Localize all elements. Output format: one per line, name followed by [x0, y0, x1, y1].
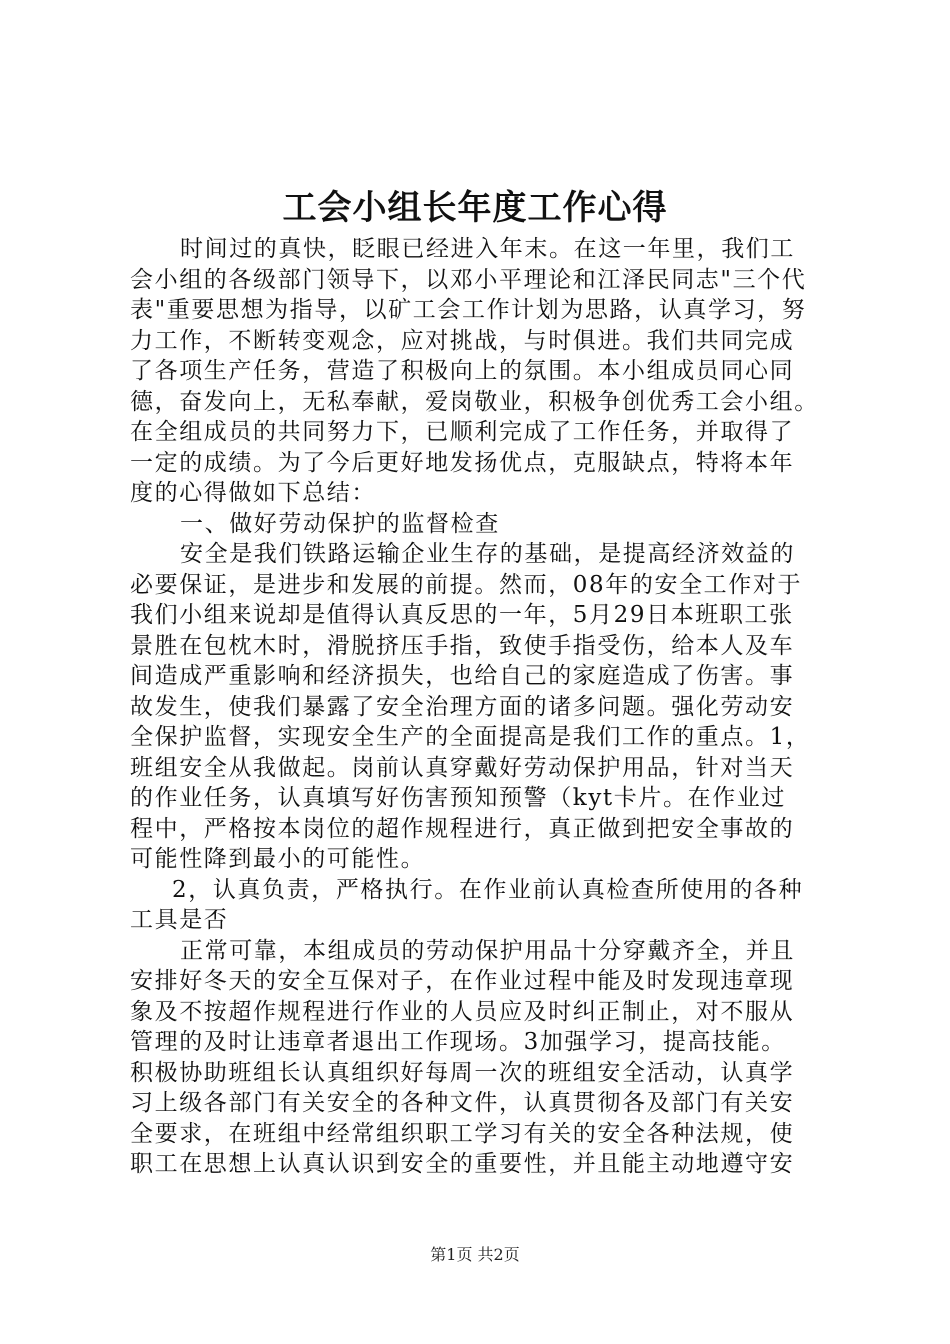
- paragraph-line: 工具是否: [130, 907, 229, 933]
- page-footer: 第1页 共2页: [430, 1245, 520, 1264]
- paragraph-line: 2，认真负责，严格执行。在作业前认真检查所使用的各种: [172, 876, 804, 903]
- paragraph-line: 度的心得做如下总结：: [130, 480, 376, 506]
- paragraph-line: 习上级各部门有关安全的各种文件，认真贯彻各及部门有关安: [130, 1090, 795, 1116]
- paragraph-line: 了各项生产任务，营造了积极向上的氛围。本小组成员同心同: [130, 358, 795, 384]
- paragraph-line: 故发生，使我们暴露了安全治理方面的诸多问题。强化劳动安: [130, 693, 795, 720]
- paragraph-line: 必要保证，是进步和发展的前提。然而，08年的安全工作对于: [130, 571, 803, 598]
- paragraph-line: 积极协助班组长认真组织好每周一次的班组安全活动，认真学: [130, 1059, 795, 1086]
- paragraph-line: 全要求，在班组中经常组织职工学习有关的安全各种法规，使: [130, 1120, 795, 1147]
- paragraph-line: 会小组的各级部门领导下，以邓小平理论和江泽民同志"三个代: [130, 266, 807, 293]
- paragraph-line: 正常可靠，本组成员的劳动保护用品十分穿戴齐全，并且: [180, 937, 795, 964]
- paragraph-line: 职工在思想上认真认识到安全的重要性，并且能主动地遵守安: [130, 1151, 795, 1177]
- paragraph-line: 安排好冬天的安全互保对子，在作业过程中能及时发现违章现: [130, 968, 795, 994]
- paragraph-line: 间造成严重影响和经济损失，也给自己的家庭造成了伤害。事: [130, 663, 795, 689]
- paragraph-line: 表"重要思想为指导，以矿工会工作计划为思路，认真学习，努: [130, 297, 807, 323]
- paragraph-line: 象及不按超作规程进行作业的人员应及时纠正制止，对不服从: [130, 998, 795, 1025]
- paragraph-line: 我们小组来说却是值得认真反思的一年，5月29日本班职工张: [130, 602, 794, 628]
- paragraph-line: 程中，严格按本岗位的超作规程进行，真正做到把安全事故的: [130, 815, 795, 842]
- paragraph-line: 在全组成员的共同努力下，已顺利完成了工作任务，并取得了: [130, 419, 795, 445]
- paragraph-line: 时间过的真快，眨眼已经进入年末。在这一年里，我们工: [180, 236, 795, 262]
- paragraph-line: 一定的成绩。为了今后更好地发扬优点，克服缺点，特将本年: [130, 449, 795, 476]
- paragraph-line: 景胜在包枕木时，滑脱挤压手指，致使手指受伤，给本人及车: [130, 632, 795, 659]
- document-title: 工会小组长年度工作心得: [282, 188, 668, 228]
- paragraph-line: 全保护监督，实现安全生产的全面提高是我们工作的重点。1，: [130, 724, 811, 750]
- paragraph-line: 德，奋发向上，无私奉献，爱岗敬业，积极争创优秀工会小组。: [130, 388, 819, 415]
- paragraph-line: 可能性降到最小的可能性。: [130, 846, 426, 872]
- paragraph-line: 安全是我们铁路运输企业生存的基础，是提高经济效益的: [180, 541, 795, 567]
- paragraph-line: 管理的及时让违章者退出工作现场。3加强学习，提高技能。: [130, 1029, 786, 1055]
- paragraph-line: 班组安全从我做起。岗前认真穿戴好劳动保护用品，针对当天: [130, 754, 795, 781]
- document-body: [130, 234, 835, 1180]
- paragraph-line: 的作业任务，认真填写好伤害预知预警（kyt卡片。在作业过: [130, 785, 786, 811]
- paragraph-line: 力工作，不断转变观念，应对挑战，与时俱进。我们共同完成: [130, 327, 795, 354]
- section-heading: 一、做好劳动保护的监督检查: [180, 510, 500, 537]
